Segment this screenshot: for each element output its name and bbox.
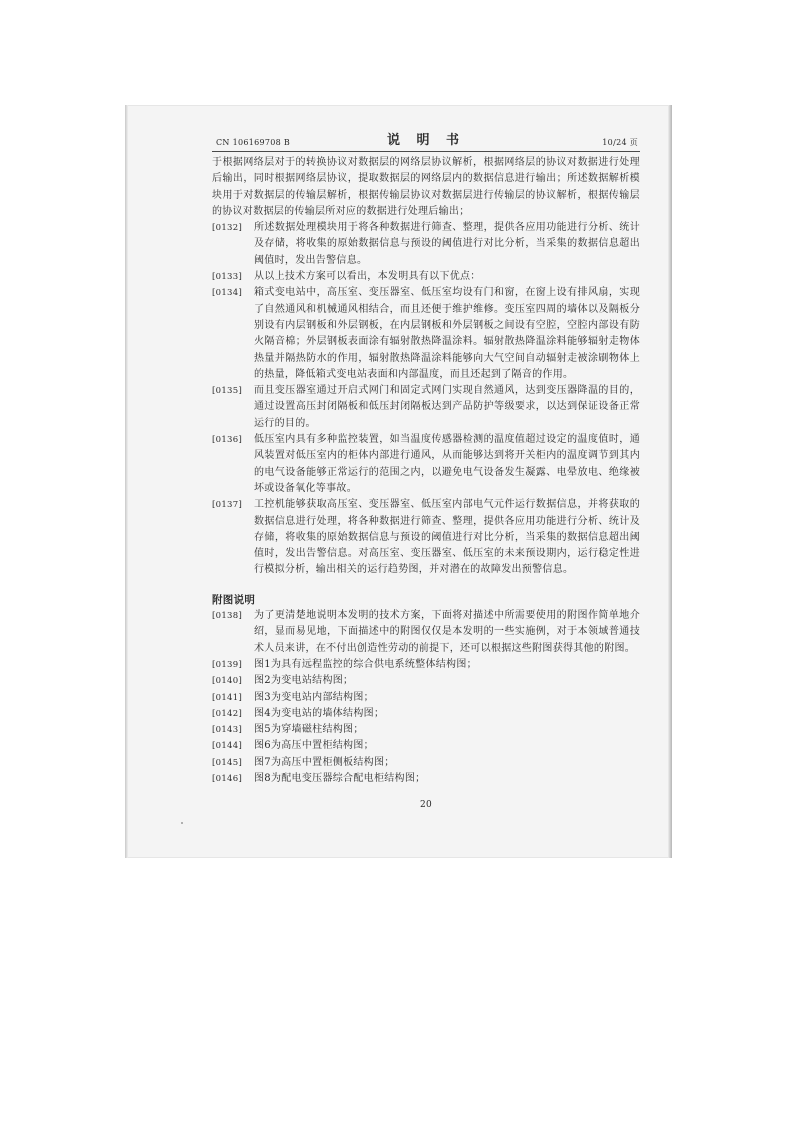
paragraph-id: [0145] [212, 757, 243, 768]
page-header [212, 134, 640, 152]
paragraph-text: 图7为高压中置柜侧板结构图； [254, 756, 395, 768]
page-number: 20 [419, 800, 433, 810]
paragraph [212, 285, 640, 383]
scan-speck [181, 822, 183, 824]
paragraph-text: 工控机能够获取高压室、变压器室、低压室内部电气元件运行数据信息，并将获取的数据信息进行处理，将各种数据进行筛查、整理，提供各应用功能进行分析、统计及存储，将收集的原始数据信息与预设的阈值进行对比分析，当采集的数据信息超出阈值时，发出告警信息。对高压室、变压器室、低压室的未来预设期内，运行稳定性进行模拟分析，输出相关的运行趋势图，并对潜在的故障发出预警信息。 [254, 499, 640, 576]
figure-paragraph [212, 706, 640, 722]
section-title: 附图说明 [212, 593, 256, 606]
figure-paragraph [212, 771, 640, 787]
paragraph-id: [0146] [212, 773, 243, 784]
paragraph-id: [0138] [212, 611, 243, 622]
figure-paragraph [212, 657, 640, 673]
scan-edge-left [125, 105, 128, 858]
paragraph-id: [0139] [212, 659, 243, 670]
paragraph [212, 383, 640, 432]
paragraph [212, 432, 640, 497]
paragraph [212, 269, 640, 285]
paragraph-text: 低压室内具有多种监控装置，如当温度传感器检测的温度值超过设定的温度值时，通风装置对低压室内的柜体内部进行通风，从而能够达到将开关柜内的温度调节到其内的电气设备能够正常运行的范围之内，以避免电气设备发生凝露、电晕放电、绝缘被坏或设备氧化等事故。 [254, 434, 640, 494]
paragraph-text: 图2为变电站结构图； [254, 675, 354, 687]
figure-paragraph [212, 673, 640, 689]
paragraph-id: [0143] [212, 725, 243, 736]
paragraph-id: [0141] [212, 692, 243, 703]
paragraph-id: [0144] [212, 741, 243, 752]
paragraph-id: [0135] [212, 386, 243, 397]
figure-paragraph [212, 738, 640, 754]
paragraph-text: 图1为具有远程监控的综合供电系统整体结构图； [254, 658, 477, 670]
intro-paragraph: 于根据网络层对于的转换协议对数据层的网络层协议解析，根据网络层的协议对数据进行处理后输出，同时根据网络层协议，提取数据层的网络层内的数据信息进行输出；所述数据解析模块用于对数据层的传输层解析，根据传输层协议对数据层进行传输层的协议解析，根据传输层的协议对数据层的传输层所对应的数据进行处理后输出； [212, 157, 640, 217]
figure-paragraph [212, 690, 640, 706]
paragraph-text: 图5为穿墙磁柱结构图； [254, 724, 364, 736]
document-title: 说 明 书 [386, 133, 466, 148]
patent-page [212, 133, 640, 810]
paragraph [212, 497, 640, 578]
paragraph-text: 为了更清楚地说明本发明的技术方案，下面将对描述中所需要使用的附图作简单地介绍，显而易见地，下面描述中的附图仅仅是本发明的一些实施例，对于本领域普通技术人员来讲，在不付出创造性劳动的前提下，还可以根据这些附图获得其他的附图。 [254, 610, 640, 654]
paragraph-text: 从以上技术方案可以看出，本发明具有以下优点： [254, 271, 481, 283]
paragraph-id: [0136] [212, 435, 243, 446]
paragraph-text: 图4为变电站的墙体结构图； [254, 707, 385, 719]
paragraph-text: 图8为配电变压器综合配电柜结构图； [254, 772, 426, 784]
scan-edge-right [668, 105, 672, 858]
paragraph-id: [0134] [212, 288, 243, 299]
figure-paragraph [212, 608, 640, 657]
publication-number: CN 106169708 B [216, 138, 291, 147]
paragraph-id: [0137] [212, 500, 243, 511]
paragraph-text: 而且变压器室通过开启式网门和固定式网门实现自然通风，达到变压器降温的目的，通过设置高压封闭隔板和低压封闭隔板达到产品防护等级要求，以达到保证设备正常运行的目的。 [254, 385, 640, 429]
paragraph-text: 所述数据处理模块用于将各种数据进行筛查、整理，提供各应用功能进行分析、统计及存储，将收集的原始数据信息与预设的阈值进行对比分析，当采集的数据信息超出阈值时，发出告警信息。 [254, 222, 640, 266]
paragraph-id: [0142] [212, 708, 243, 719]
document-body [212, 155, 640, 787]
paragraph-id: [0132] [212, 223, 243, 234]
paragraph-text: 箱式变电站中，高压室、变压器室、低压室均设有门和窗，在窗上设有排风扇，实现了自然通风和机械通风相结合，而且还便于维护维修。变压室四周的墙体以及隔板分别设有内层钢板和外层钢板，在内层钢板和外层钢板之间设有空腔，空腔内部设有防火隔音棉；外层钢板表面涂有辐射散热降温涂料。辐射散热降温涂料能够辐射走物体热量并隔热防水的作用，辐射散热降温涂料能够向大气空间自动辐射走被涂刷物体上的热量，降低箱式变电站表面和内部温度，而且还起到了隔音的作用。 [254, 287, 640, 380]
paragraph-text: 图3为变电站内部结构图； [254, 691, 374, 703]
paragraph [212, 220, 640, 269]
paragraph-id: [0133] [212, 272, 243, 283]
paragraph-id: [0140] [212, 676, 243, 687]
figure-paragraph [212, 722, 640, 738]
figure-paragraph [212, 755, 640, 771]
page-indicator: 10/24 页 [602, 138, 638, 147]
paragraph-text: 图6为高压中置柜结构图； [254, 740, 374, 752]
